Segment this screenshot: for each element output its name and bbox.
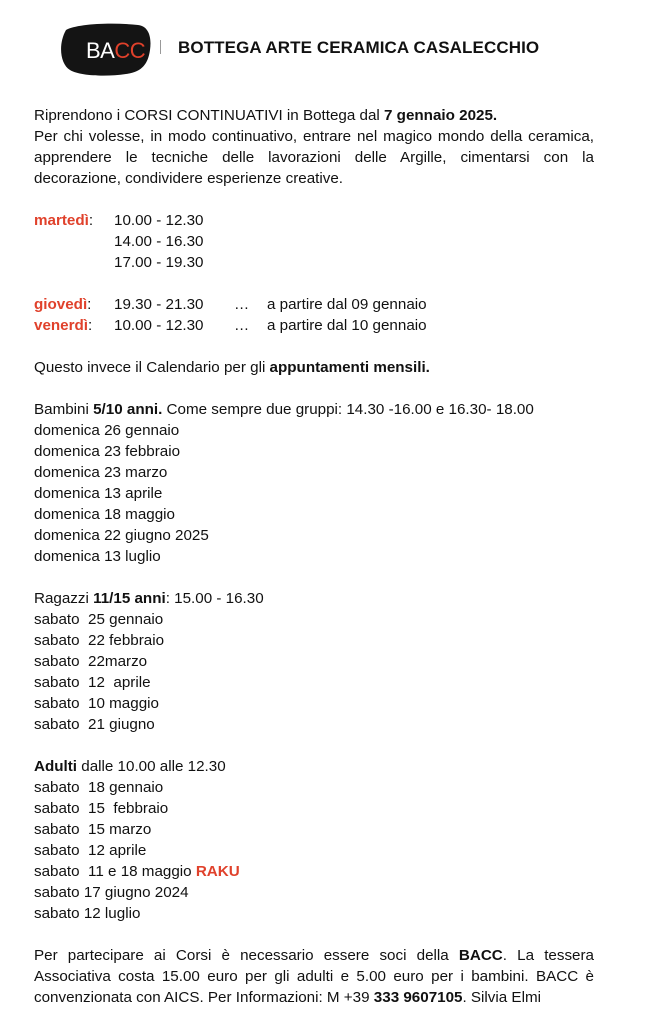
document-body xyxy=(34,105,594,1008)
giovedi-row: giovedì: 19.30 - 21.30 … a partire dal 09 gennaio xyxy=(34,296,427,313)
adulti-date: sabato 18 gennaio xyxy=(34,779,164,796)
venerdi-row: venerdì: 10.00 - 12.30 … a partire dal 10 gennaio xyxy=(34,317,427,334)
martedi-row-1: martedì: 10.00 - 12.30 xyxy=(34,212,204,229)
bambini-heading: Bambini 5/10 anni. Come sempre due gruppi: 14.30 -16.00 e 16.30- 18.00 xyxy=(34,401,534,418)
ragazzi-heading: Ragazzi 11/15 anni: 15.00 - 16.30 xyxy=(34,590,264,607)
bambini-date: domenica 13 aprile xyxy=(34,485,163,502)
adulti-date: sabato 15 marzo xyxy=(34,821,152,838)
intro-line: Riprendono i CORSI CONTINUATIVI in Bottega dal 7 gennaio 2025. xyxy=(34,107,498,124)
bambini-date: domenica 18 maggio xyxy=(34,506,175,523)
logo-divider xyxy=(160,40,161,54)
ragazzi-date: sabato 12 aprile xyxy=(34,674,151,691)
intro-paragraph: Per chi volesse, in modo continuativo, entrare nel magico mondo della ceramica, apprendere le tecniche delle lavorazioni delle Argille, cimentarsi con la decorazione, condividere esperienze creative. xyxy=(34,128,594,187)
calendar-intro: Questo invece il Calendario per gli appuntamenti mensili. xyxy=(34,359,430,376)
adulti-raku-date: sabato 11 e 18 maggio RAKU xyxy=(34,863,240,880)
ragazzi-date: sabato 22marzo xyxy=(34,653,148,670)
martedi-row-3: 17.00 - 19.30 xyxy=(114,254,204,271)
ragazzi-date: sabato 21 giugno xyxy=(34,716,155,733)
adulti-date: sabato 12 luglio xyxy=(34,905,141,922)
ragazzi-date: sabato 10 maggio xyxy=(34,695,159,712)
bambini-date: domenica 23 febbraio xyxy=(34,443,181,460)
raku-label: RAKU xyxy=(195,863,240,880)
adulti-heading: Adulti dalle 10.00 alle 12.30 xyxy=(34,758,226,775)
ragazzi-date: sabato 22 febbraio xyxy=(34,632,165,649)
adulti-date: sabato 12 aprile xyxy=(34,842,147,859)
header xyxy=(56,22,616,78)
footer-paragraph: Per partecipare ai Corsi è necessario essere soci della BACC. La tessera Associativa costa 15.00 euro per gli adulti e 5.00 euro per i bambini. BACC è convenzionata con AICS. Per Informazioni: M +39 333 9607105. Silvia Elmi xyxy=(34,947,594,1006)
ragazzi-date: sabato 25 gennaio xyxy=(34,611,164,628)
adulti-date: sabato 15 febbraio xyxy=(34,800,169,817)
org-name: BOTTEGA ARTE CERAMICA CASALECCHIO xyxy=(178,38,540,57)
bambini-date: domenica 13 luglio xyxy=(34,548,161,565)
bambini-date: domenica 22 giugno 2025 xyxy=(34,527,209,544)
martedi-row-2: 14.00 - 16.30 xyxy=(114,233,204,250)
adulti-date: sabato 17 giugno 2024 xyxy=(34,884,189,901)
bambini-date: domenica 23 marzo xyxy=(34,464,168,481)
bambini-date: domenica 26 gennaio xyxy=(34,422,180,439)
logo-text: BACC xyxy=(86,38,146,63)
phone-number: 333 9607105 xyxy=(373,989,463,1006)
